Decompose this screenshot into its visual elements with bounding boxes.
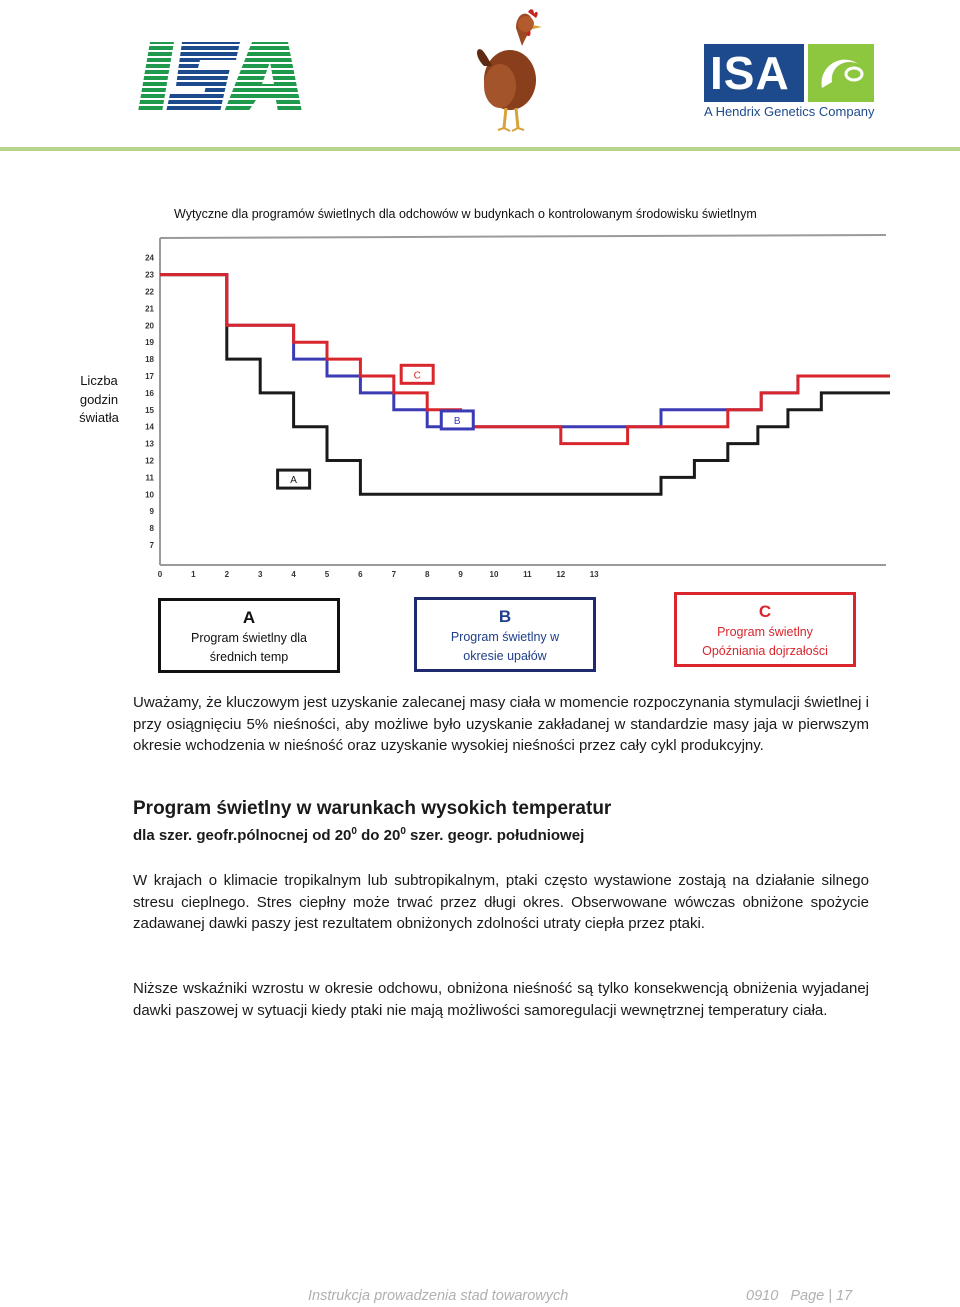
y-tick-label: 11 <box>145 473 154 483</box>
y-tick-label: 18 <box>145 355 154 365</box>
y-axis-label-line: godzin <box>79 391 119 407</box>
y-tick-label: 23 <box>145 270 154 280</box>
degree-sup: 0 <box>400 826 406 837</box>
paragraph-heat-stress: W krajach o klimacie tropikalnym lub subtropikalnym, ptaki często wystawione zostają na działanie silnego stresu cieplnego. Stres ciepłny może trwać przez długi okres. Obserwowane wówczas obniżone spożycie zadawanej dawki paszy jest rezultatem obniżonych zdolności utraty ciepła przez ptaki. <box>133 872 869 932</box>
x-tick-label: 3 <box>257 570 263 579</box>
legend-text-a2: średnich temp <box>209 650 289 664</box>
paragraph-intro: Uważamy, że kluczowym jest uzyskanie zalecanej masy ciała w momencie rozpoczynania stymulacji świetlnej i przy osiągnięciu 5% nieśności, aby możliwe było uzyskanie zakładanej w standardzie masy jaja w pierwszym okresie wchodzenia w nieśność oraz uzyskanie wysokiej nieśności przez cały cykl produkcyjny. <box>133 694 869 754</box>
y-tick-label: 16 <box>145 388 154 398</box>
y-tick-label: 15 <box>145 405 154 415</box>
chart-marker-label-c: C <box>413 370 421 382</box>
isa-logo-blue-block <box>704 44 804 102</box>
legend-box-c <box>674 592 856 667</box>
chart-marker-label-a: A <box>290 475 297 487</box>
x-tick-label: 10 <box>489 570 499 579</box>
hendrix-tagline: A Hendrix Genetics Company <box>704 104 875 119</box>
paragraph-growth: Niższe wskaźniki wzrostu w okresie odchowu, obniżona nieśność są tylko konsekwencją obniżenia wyjadanej dawki paszowej w sytuacji kiedy ptaki nie mają możliwości samoregulacji wewnętrznej temperatury ciała. <box>133 980 869 1019</box>
series-line-b <box>160 275 890 427</box>
y-tick-label: 8 <box>149 524 154 534</box>
legend-text-a1: Program świetlny dla <box>190 631 307 645</box>
section-subheading <box>133 826 584 844</box>
y-tick-label: 12 <box>145 456 154 466</box>
y-axis-label-line: światła <box>79 410 119 425</box>
y-tick-label: 7 <box>149 541 154 550</box>
legend-text-b2: okresie upałów <box>463 649 547 663</box>
y-tick-label: 9 <box>149 507 154 517</box>
x-tick-label: 12 <box>556 570 566 579</box>
legend-text-b1: Program świetlny w <box>450 630 560 644</box>
legend-letter-a: A <box>242 608 256 627</box>
legend-box-b <box>414 597 596 672</box>
page-title: Wytyczne dla programów świetlnych dla odchowów w budynkach o kontrolowanym środowisku świetlnym <box>174 207 757 221</box>
y-tick-label: 21 <box>145 304 154 314</box>
y-tick-label: 13 <box>145 439 154 449</box>
chart-marker-label-b: B <box>453 415 461 427</box>
footer-document-title: Instrukcja prowadzenia stad towarowych <box>308 1288 569 1304</box>
series-line-c <box>160 275 890 444</box>
legend-letter-b: B <box>498 607 512 626</box>
series-line-a <box>160 275 890 495</box>
legend-text-c1: Program świetlny <box>717 625 813 639</box>
hendrix-swirl-icon <box>808 44 874 102</box>
x-tick-label: 9 <box>458 570 463 579</box>
degree-sup: 0 <box>351 826 357 837</box>
legend-text-c2: Opóźniania dojrzałości <box>702 644 828 658</box>
y-tick-label: 17 <box>145 372 154 381</box>
x-tick-label: 5 <box>324 570 330 579</box>
isa-hendrix-logo <box>704 44 880 122</box>
legend-box-a <box>158 598 340 673</box>
y-tick-label: 20 <box>145 321 154 331</box>
x-tick-label: 11 <box>523 570 532 579</box>
x-tick-label: 4 <box>291 570 296 579</box>
isa-logo-right-text: ISA <box>710 47 790 99</box>
x-tick-label: 8 <box>424 570 430 579</box>
y-axis-label-line: Liczba <box>80 373 118 388</box>
y-tick-label: 10 <box>145 490 154 500</box>
subheading-part: dla szer. geofr.pólnocnej od 20 <box>133 827 352 844</box>
x-tick-label: 2 <box>224 570 230 579</box>
x-tick-label: 1 <box>191 570 196 579</box>
x-tick-label: 6 <box>358 570 363 579</box>
hendrix-emblem <box>808 44 874 102</box>
footer-page-number: 0910 Page | 17 <box>746 1288 853 1304</box>
page-header <box>0 0 960 155</box>
legend-letter-c: C <box>758 602 772 621</box>
section-heading: Program świetlny w warunkach wysokich temperatur <box>133 798 612 819</box>
y-tick-label: 24 <box>145 253 154 263</box>
isa-logo-left <box>136 40 304 114</box>
y-tick-label: 19 <box>145 338 154 348</box>
y-tick-label: 22 <box>145 287 154 297</box>
light-program-chart <box>140 232 890 587</box>
y-tick-label: 14 <box>145 422 154 432</box>
header-divider <box>0 147 960 151</box>
top-border-line <box>160 235 886 238</box>
hen-image <box>470 6 548 134</box>
x-tick-label: 0 <box>157 570 163 579</box>
subheading-part: do 20 <box>356 827 401 844</box>
y-axis-label <box>72 372 126 428</box>
x-tick-label: 13 <box>589 570 599 579</box>
x-tick-label: 7 <box>391 570 397 579</box>
subheading-part: szer. geogr. południowej <box>405 827 585 844</box>
